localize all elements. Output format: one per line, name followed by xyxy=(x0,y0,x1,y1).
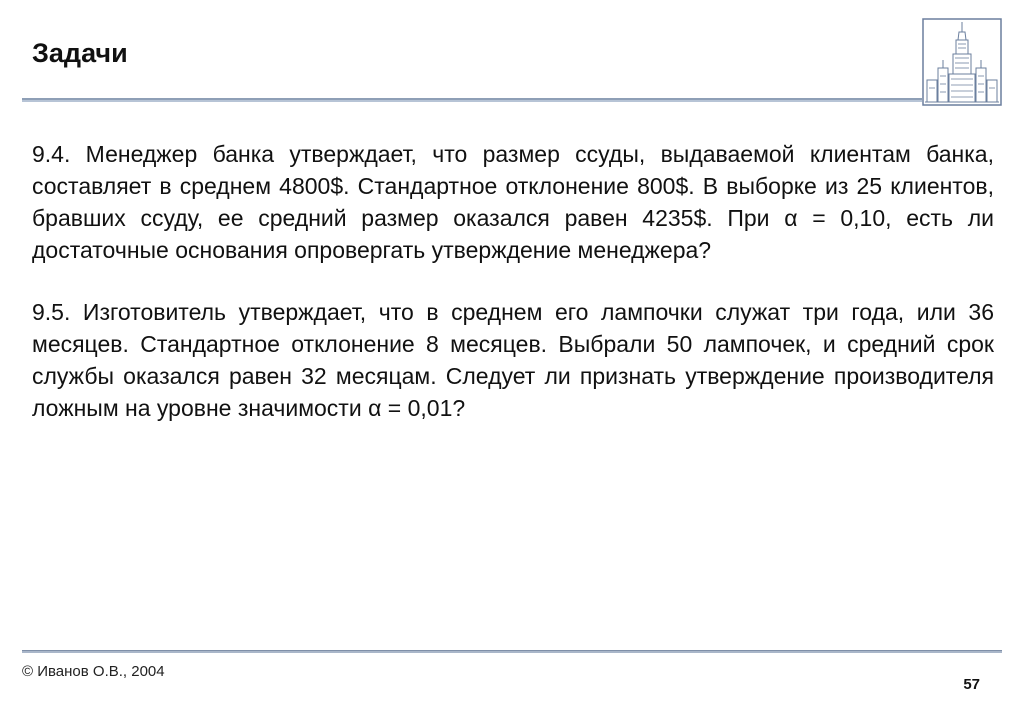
copyright-text: © Иванов О.В., 2004 xyxy=(22,663,165,680)
task-9-5: 9.5. Изготовитель утверждает, что в среднем его лампочки служат три года, или 36 месяцев. Стандартное отклонение 8 месяцев. Выбрали 50 лампочек, и средний срок службы оказался равен 32 месяцам. Следует ли признать утверждение производителя ложным на уровне значимости α = 0,01? xyxy=(32,299,994,421)
slide-content xyxy=(32,138,994,424)
slide-title: Задачи xyxy=(32,38,128,68)
title-divider xyxy=(22,98,922,102)
footer-divider xyxy=(22,650,1002,653)
task-9-4: 9.4. Менеджер банка утверждает, что размер ссуды, выдаваемой клиентам банка, составляет в среднем 4800$. Стандартное отклонение 800$. В выборке из 25 клиентов, бравших ссуду, ее средний размер оказался равен 4235$. При α = 0,10, есть ли достаточные основания опровергать утверждение менеджера? xyxy=(32,141,994,263)
university-building-icon xyxy=(922,18,1002,106)
page-number: 57 xyxy=(963,676,980,693)
